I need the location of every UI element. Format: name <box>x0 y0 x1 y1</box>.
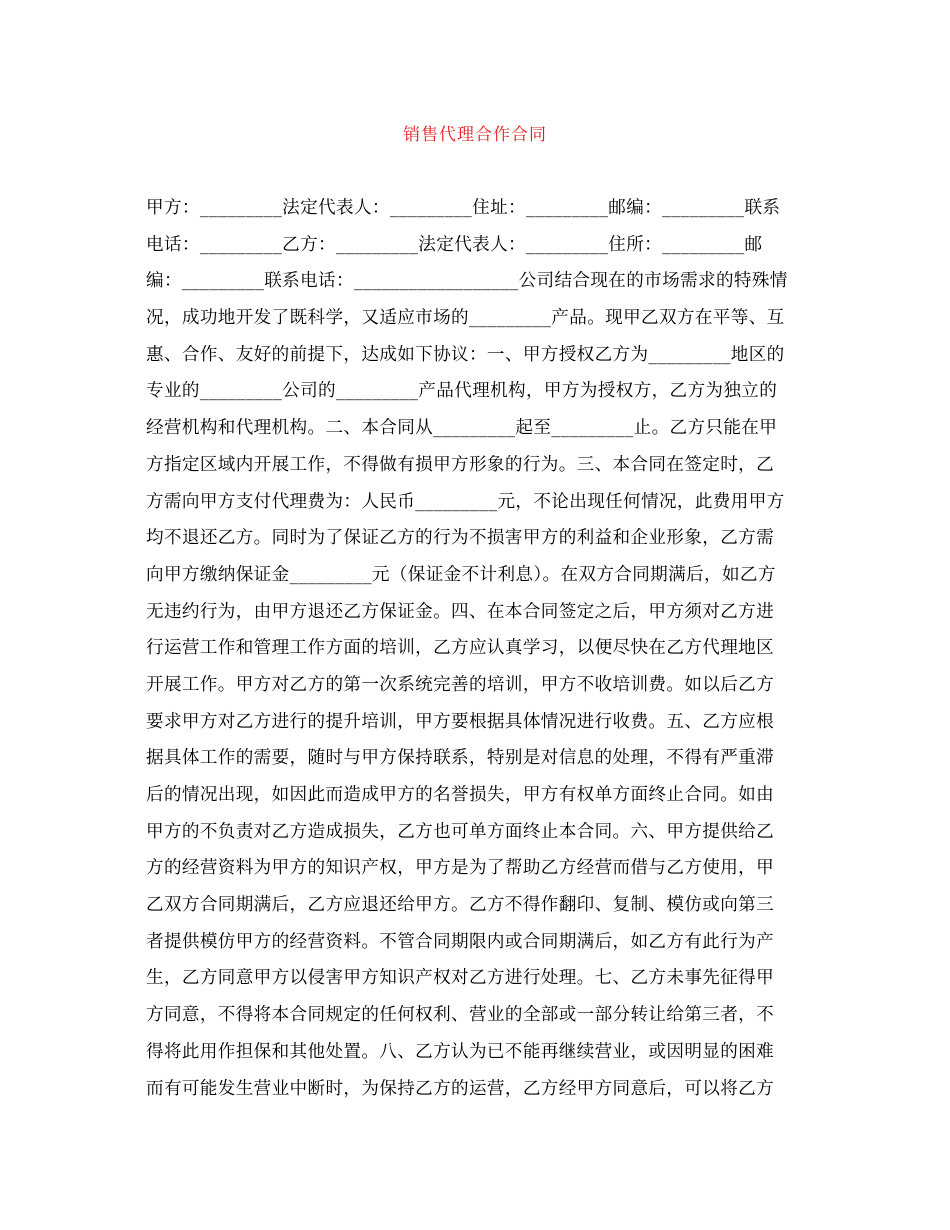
contract-line: 者提供模仿甲方的经营资料。不管合同期限内或合同期满后，如乙方有此行为产 <box>146 931 775 952</box>
contract-body <box>146 190 826 1107</box>
contract-line: 专业的_________公司的_________产品代理机构，甲方为授权方，乙方为独立的 <box>146 381 778 402</box>
document-title: 销售代理合作合同 <box>403 125 547 145</box>
contract-line: 方的经营资料为甲方的知识产权，甲方是为了帮助乙方经营而借与乙方使用，甲 <box>146 858 775 879</box>
contract-line: 生，乙方同意甲方以侵害甲方知识产权对乙方进行处理。七、乙方未事先征得甲 <box>146 968 775 989</box>
contract-line: 电话：_________乙方：_________法定代表人：_________住所：_________邮 <box>146 234 763 255</box>
contract-line: 乙双方合同期满后，乙方应退还给甲方。乙方不得作翻印、复制、模仿或向第三 <box>146 895 775 916</box>
contract-line: 方同意，不得将本合同规定的任何权利、营业的全部或一部分转让给第三者，不 <box>146 1005 775 1026</box>
contract-line: 据具体工作的需要，随时与甲方保持联系，特别是对信息的处理，不得有严重滞 <box>146 748 775 769</box>
contract-line: 况，成功地开发了既科学，又适应市场的_________产品。现甲乙双方在平等、互 <box>146 308 785 329</box>
contract-line: 向甲方缴纳保证金_________元（保证金不计利息）。在双方合同期满后，如乙方 <box>146 564 776 585</box>
contract-line: 甲方的不负责对乙方造成损失，乙方也可单方面终止本合同。六、甲方提供给乙 <box>146 821 775 842</box>
contract-line: 方需向甲方支付代理费为：人民币_________元，不论出现任何情况，此费用甲方 <box>146 491 785 512</box>
contract-line: 甲方：_________法定代表人：_________住址：_________邮编：_________联系 <box>146 198 781 218</box>
contract-line: 得将此用作担保和其他处置。八、乙方认为已不能再继续营业，或因明显的困难 <box>146 1041 775 1062</box>
contract-line: 要求甲方对乙方进行的提升培训，甲方要根据具体情况进行收费。五、乙方应根 <box>146 711 775 732</box>
contract-line: 编：_________联系电话：__________________公司结合现在的市场需求的特殊情 <box>146 271 788 292</box>
contract-line: 惠、合作、友好的前提下，达成如下协议：一、甲方授权乙方为_________地区的 <box>146 344 785 365</box>
contract-line: 经营机构和代理机构。二、本合同从_________起至_________止。乙方只能在甲 <box>146 418 778 439</box>
contract-line: 行运营工作和管理工作方面的培训，乙方应认真学习，以便尽快在乙方代理地区 <box>146 638 775 659</box>
contract-line: 开展工作。甲方对乙方的第一次系统完善的培训，甲方不收培训费。如以后乙方 <box>146 674 775 695</box>
contract-line: 无违约行为，由甲方退还乙方保证金。四、在本合同签定之后，甲方须对乙方进 <box>146 601 775 622</box>
contract-line: 后的情况出现，如因此而造成甲方的名誉损失，甲方有权单方面终止合同。如由 <box>146 785 775 805</box>
contract-line: 方指定区域内开展工作，不得做有损甲方形象的行为。三、本合同在签定时，乙 <box>146 454 775 475</box>
contract-line: 均不退还乙方。同时为了保证乙方的行为不损害甲方的利益和企业形象，乙方需 <box>146 528 775 549</box>
contract-line: 而有可能发生营业中断时，为保持乙方的运营，乙方经甲方同意后，可以将乙方 <box>146 1078 775 1099</box>
